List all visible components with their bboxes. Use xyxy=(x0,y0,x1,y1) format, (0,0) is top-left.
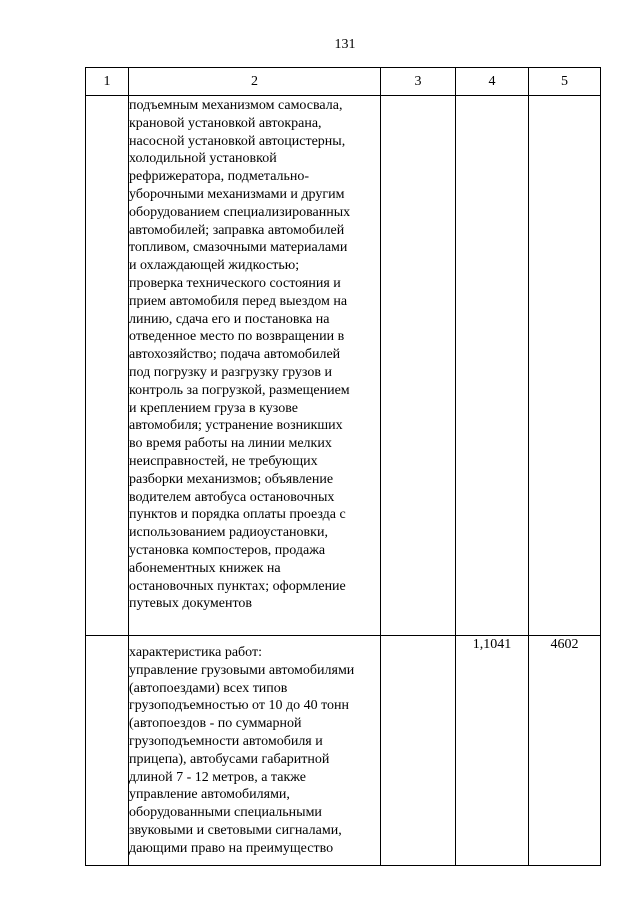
row-1-col-1 xyxy=(86,96,129,636)
table-row xyxy=(86,96,601,636)
description-line: неисправностей, не требующих xyxy=(129,453,318,469)
description-line: линию, сдача его и постановка на xyxy=(129,311,330,327)
description-line: и креплением груза в кузове xyxy=(129,400,298,416)
description-line: во время работы на линии мелких xyxy=(129,436,332,452)
description-line: длиной 7 - 12 метров, а также xyxy=(129,769,306,785)
description-line: подъемным механизмом самосвала, xyxy=(129,98,343,113)
description-line: управление автомобилями, xyxy=(129,787,290,803)
header-row xyxy=(86,68,601,96)
description-line: оборудованием специализированных xyxy=(129,204,351,220)
description-line: проверка технического состояния и xyxy=(129,275,341,291)
description-line: под погрузку и разгрузку грузов и xyxy=(129,364,332,380)
description-line: разборки механизмов; объявление xyxy=(129,471,334,487)
row-1-col-5 xyxy=(529,96,601,636)
description-line: рефрижератора, подметально- xyxy=(129,169,310,185)
description-line: (автопоездами) всех типов xyxy=(129,680,288,696)
description-line: грузоподъемностью от 10 до 40 тонн xyxy=(129,698,350,714)
description-line: контроль за погрузкой, размещением xyxy=(129,382,350,398)
description-line: использованием радиоустановки, xyxy=(129,525,328,541)
description-line: крановой установкой автокрана, xyxy=(129,115,322,131)
header-col-2: 2 xyxy=(129,68,381,96)
description-line: насосной установкой автоцистерны, xyxy=(129,133,346,149)
description-line: и охлаждающей жидкостью; xyxy=(129,258,300,274)
description-line: остановочных пунктах; оформление xyxy=(129,578,346,594)
description-line: прием автомобиля перед выездом на xyxy=(129,293,348,309)
description-line: автохозяйство; подача автомобилей xyxy=(129,347,341,363)
row-2-description xyxy=(129,636,381,866)
description-line: топливом, смазочными материалами xyxy=(129,240,348,256)
description-line: отведенное место по возвращении в xyxy=(129,329,345,345)
row-1-col-4 xyxy=(456,96,529,636)
row-1-col-3 xyxy=(381,96,456,636)
description-line: уборочными механизмами и другим xyxy=(129,186,345,202)
row-2-col-3 xyxy=(381,636,456,866)
description-line: автомобиля; устранение возникших xyxy=(129,418,343,434)
header-col-3: 3 xyxy=(381,68,456,96)
description-line: абонементных книжек на xyxy=(129,560,281,576)
row-2-amount: 4602 xyxy=(529,636,601,866)
description-line: характеристика работ: xyxy=(129,645,262,660)
description-line: водителем автобуса остановочных xyxy=(129,489,335,505)
row-2-coefficient: 1,1041 xyxy=(456,636,529,866)
description-line: холодильной установкой xyxy=(129,151,277,167)
page-number: 131 xyxy=(334,37,356,52)
description-line: (автопоездов - по суммарной xyxy=(129,716,302,732)
header-col-1: 1 xyxy=(86,68,129,96)
description-line: прицепа), автобусами габаритной xyxy=(129,751,330,767)
description-line: путевых документов xyxy=(129,596,252,612)
description-line: пунктов и порядка оплаты проезда с xyxy=(129,507,346,523)
description-line: управление грузовыми автомобилями xyxy=(129,662,355,678)
description-line: автомобилей; заправка автомобилей xyxy=(129,222,345,238)
description-line: оборудованными специальными xyxy=(129,805,322,821)
header-col-5: 5 xyxy=(529,68,601,96)
row-1-description xyxy=(129,96,381,636)
description-line: дающими право на преимущество xyxy=(129,840,334,856)
rates-table xyxy=(85,67,601,866)
table-row xyxy=(86,636,601,866)
description-line: установка компостеров, продажа xyxy=(129,542,326,558)
description-line: грузоподъемности автомобиля и xyxy=(129,733,323,749)
description-line: звуковыми и световыми сигналами, xyxy=(129,822,342,838)
header-col-4: 4 xyxy=(456,68,529,96)
row-2-col-1 xyxy=(86,636,129,866)
